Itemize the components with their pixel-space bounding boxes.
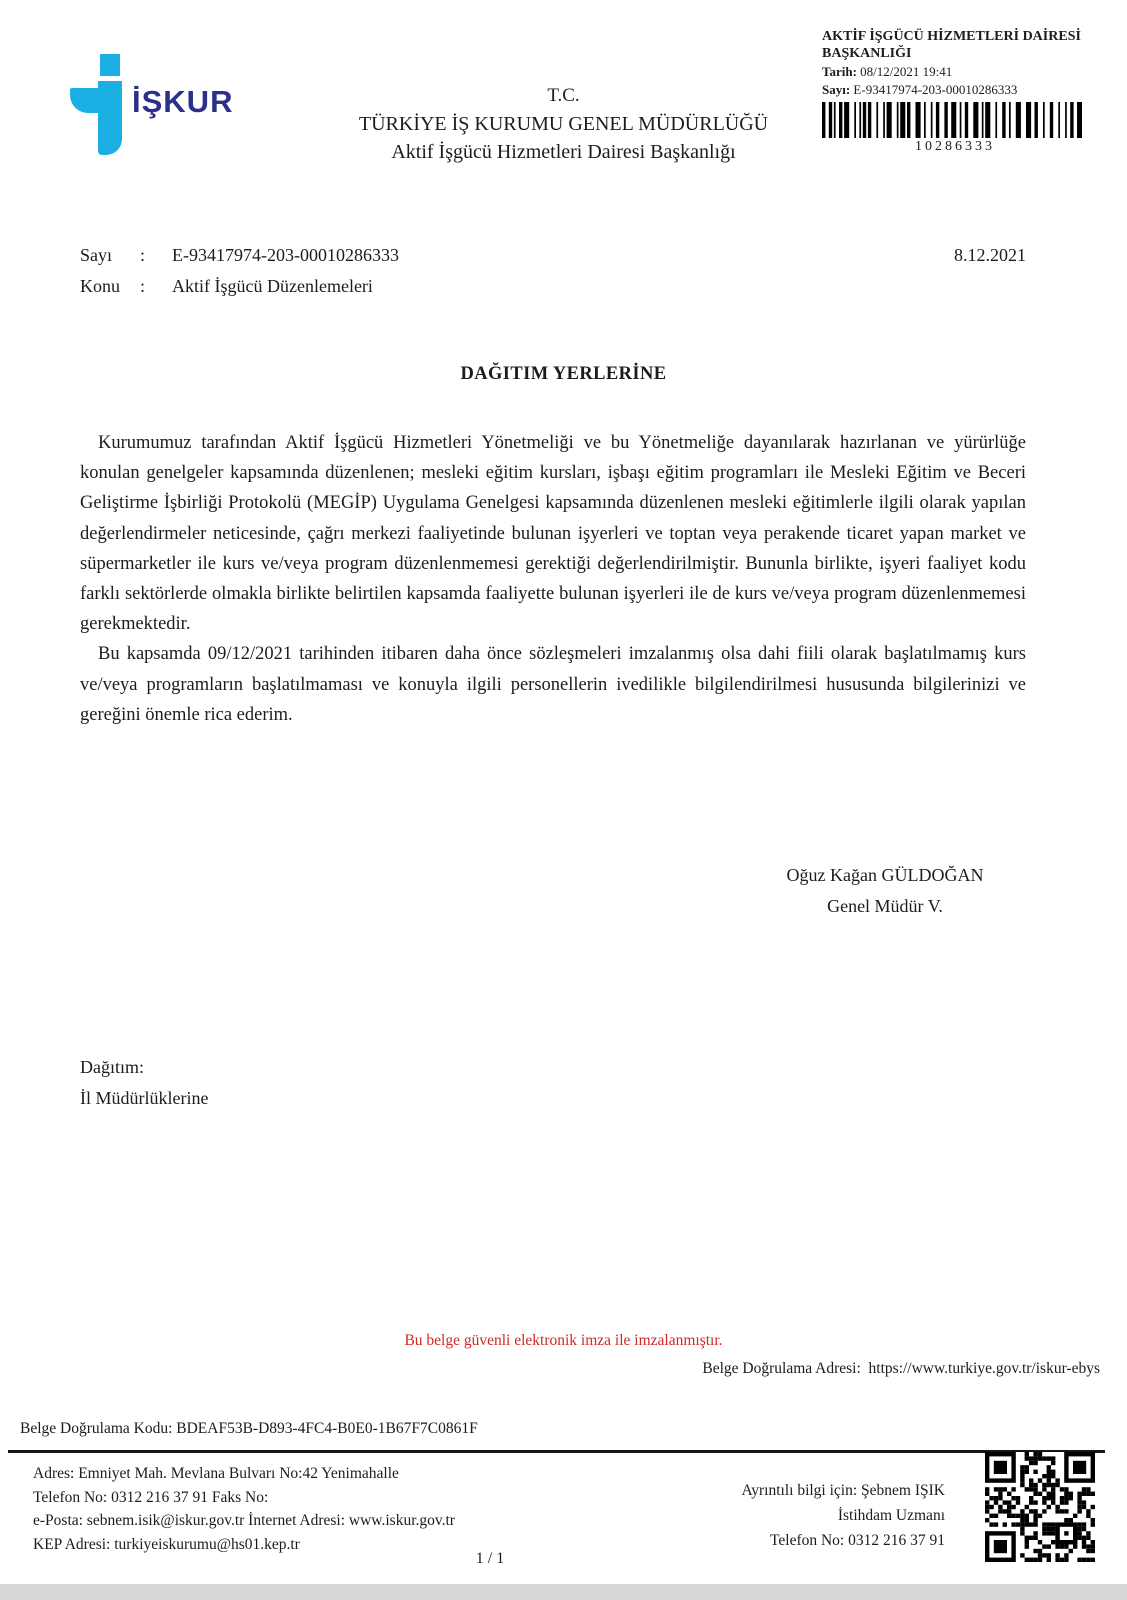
body-paragraph-2: Bu kapsamda 09/12/2021 tarihinden itibaren daha önce sözleşmeleri imzalanmış olsa dahi fiili olarak başlatılmamış kurs ve/veya programların başlatılmaması ve konuyla ilgili personellerin ivedilikle bilgilendirilmesi hususunda bilgilerinizi ve gereğini önemle rica ederim. bbox=[80, 644, 1026, 725]
stamp-number-value: E-93417974-203-00010286333 bbox=[853, 82, 1018, 97]
footer-address-block bbox=[33, 1462, 455, 1556]
konu-colon: : bbox=[140, 276, 146, 296]
stamp-date-row bbox=[822, 64, 1088, 80]
letter-body bbox=[80, 428, 1026, 730]
subject-heading: DAĞITIM YERLERİNE bbox=[460, 364, 667, 384]
distribution-item: İl Müdürlüklerine bbox=[80, 1088, 209, 1108]
footer-contact-block bbox=[545, 1478, 945, 1553]
stamp-title-line1: AKTİF İŞGÜCÜ HİZMETLERİ DAİRESİ bbox=[822, 29, 1081, 44]
konu-label: Konu bbox=[80, 276, 120, 296]
stamp-date-value: 08/12/2021 19:41 bbox=[860, 64, 953, 79]
stamp-number-row bbox=[822, 82, 1088, 98]
esign-stamp bbox=[822, 28, 1088, 155]
footer-divider bbox=[8, 1450, 1105, 1453]
reference-konu-row bbox=[80, 271, 1026, 302]
reference-block bbox=[80, 240, 1026, 302]
verify-address-label: Belge Doğrulama Adresi: bbox=[702, 1360, 861, 1377]
reference-sayi-row bbox=[80, 240, 1026, 271]
esign-notice: Bu belge güvenli elektronik imza ile imzalanmıştır. bbox=[404, 1332, 723, 1349]
verify-code-line bbox=[20, 1420, 478, 1438]
verify-address-line bbox=[702, 1360, 1100, 1378]
verify-address-url: https://www.turkiye.gov.tr/iskur-ebys bbox=[868, 1360, 1100, 1377]
qr-code bbox=[985, 1452, 1095, 1562]
stamp-title-line2: BAŞKANLIĞI bbox=[822, 46, 912, 61]
letterhead-organization: TÜRKİYE İŞ KURUMU GENEL MÜDÜRLÜĞÜ bbox=[358, 113, 769, 135]
stamp-date-label: Tarih: bbox=[822, 64, 857, 79]
iskur-logo-icon bbox=[100, 54, 120, 76]
sayi-value: E-93417974-203-00010286333 bbox=[172, 245, 399, 265]
document-date: 8.12.2021 bbox=[954, 245, 1026, 265]
distribution-label: Dağıtım: bbox=[80, 1057, 144, 1077]
signature-block bbox=[700, 860, 1070, 922]
barcode-image bbox=[822, 102, 1082, 138]
distribution-block bbox=[80, 1052, 208, 1114]
letterhead-department: Aktif İşgücü Hizmetleri Dairesi Başkanlığı bbox=[391, 141, 736, 163]
signer-name: Oğuz Kağan GÜLDOĞAN bbox=[786, 865, 984, 885]
body-paragraph-1: Kurumumuz tarafından Aktif İşgücü Hizmetleri Yönetmeliği ve bu Yönetmeliğe dayanılarak hazırlanan ve yürürlüğe konulan genelgeler kapsamında düzenlenen; mesleki eğitim kursları, işbaşı eğitim programları ile Mesleki Eğitim ve Beceri Geliştirme İşbirliği Protokolü (MEGİP) Uygulama Genelgesi kapsamında düzenlenen mesleki eğitimlerle ilgili olarak yapılan değerlendirmeler neticesinde, çağrı merkezi faaliyetinde bulunan işyerleri ve toptan veya perakende ticaret yapan market ve süpermarketler ile kurs ve/veya program düzenlenmemesi gerektiği değerlendirilmiştir. Bununla birlikte, işyeri faaliyet kodu farklı sektörlerde olmakla birlikte belirtilen kapsamda faaliyette bulunan işyerleri ile de kurs ve/veya program düzenlenmemesi gerekmektedir. bbox=[80, 433, 1026, 635]
verify-code-label: Belge Doğrulama Kodu: bbox=[20, 1420, 173, 1437]
footer-phone-line: Telefon No: 0312 216 37 91 Faks No: bbox=[33, 1488, 269, 1506]
footer-email-line: e-Posta: sebnem.isik@iskur.gov.tr İnternet Adresi: www.iskur.gov.tr bbox=[33, 1512, 455, 1529]
footer-address-line: Adres: Emniyet Mah. Mevlana Bulvarı No:42 Yenimahalle bbox=[33, 1465, 399, 1482]
footer-contact-person: Ayrıntılı bilgi için: Şebnem IŞIK bbox=[741, 1482, 945, 1499]
konu-value: Aktif İşgücü Düzenlemeleri bbox=[172, 276, 373, 296]
footer-kep-line: KEP Adresi: turkiyeiskurumu@hs01.kep.tr bbox=[33, 1535, 300, 1553]
barcode-number: 10286333 bbox=[915, 139, 995, 154]
stamp-number-label: Sayı: bbox=[822, 82, 851, 97]
signer-title: Genel Müdür V. bbox=[827, 896, 943, 916]
verify-code-value: BDEAF53B-D893-4FC4-B0E0-1B67F7C0861F bbox=[176, 1420, 478, 1437]
page-number: 1 / 1 bbox=[475, 1550, 505, 1567]
footer-contact-title: İstihdam Uzmanı bbox=[837, 1507, 945, 1524]
sayi-label: Sayı bbox=[80, 245, 113, 265]
iskur-logo-text: İŞKUR bbox=[132, 84, 234, 119]
scan-edge bbox=[0, 1584, 1127, 1600]
footer-contact-phone: Telefon No: 0312 216 37 91 bbox=[770, 1532, 945, 1549]
sayi-colon: : bbox=[140, 245, 146, 265]
letterhead-tc: T.C. bbox=[547, 85, 580, 106]
